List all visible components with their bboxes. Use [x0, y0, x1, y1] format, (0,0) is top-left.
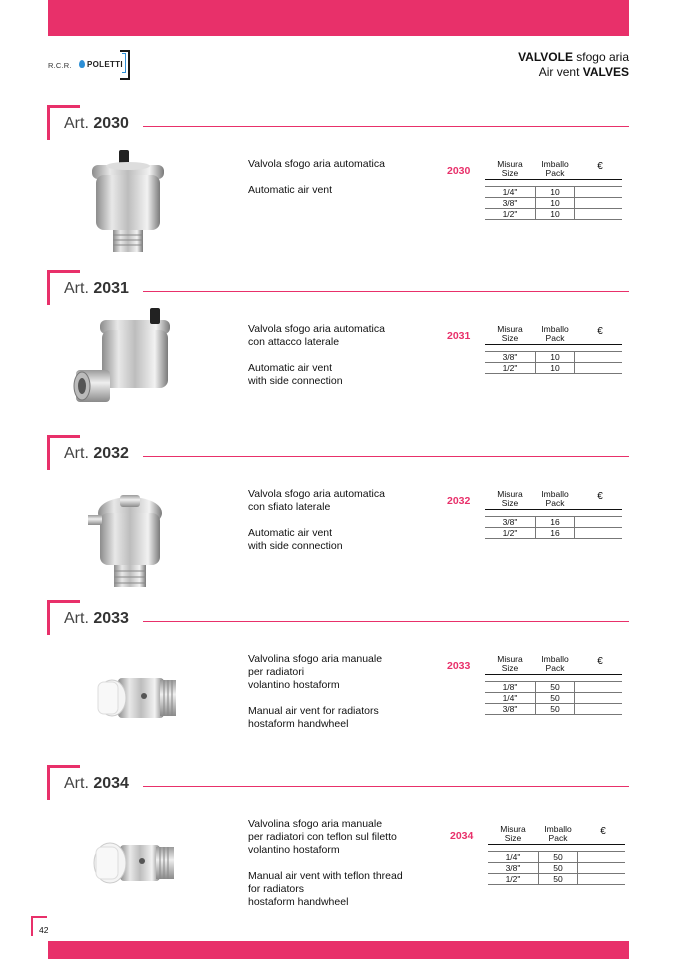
- cell-pack: 16: [535, 528, 575, 538]
- product-section-2031: [0, 270, 678, 430]
- header-size-en: Size: [501, 498, 519, 508]
- desc-it-line: Valvola sfogo aria automatica: [248, 488, 385, 500]
- table-row: [485, 198, 622, 209]
- header-rule: [488, 844, 625, 845]
- header-size-en: Size: [501, 168, 519, 178]
- table-rows: [485, 186, 622, 220]
- header-pack-en: Pack: [545, 333, 565, 343]
- desc-it-line: Valvolina sfogo aria manuale: [248, 818, 383, 830]
- header-size: [488, 825, 538, 843]
- description-english: [248, 527, 448, 553]
- header-size-it: Misura: [497, 489, 523, 499]
- title-rest-en: Air vent: [538, 65, 580, 79]
- article-title: [64, 115, 129, 133]
- cell-size: 3/8": [502, 517, 518, 527]
- section-rule: [143, 621, 629, 622]
- header-pack: [535, 325, 575, 343]
- cell-size: 1/2": [505, 874, 521, 884]
- description-italian: [248, 653, 448, 692]
- water-drop-icon: [79, 60, 85, 68]
- desc-it-line: volantino hostaform: [248, 679, 340, 691]
- header-pack-en: Pack: [545, 168, 565, 178]
- product-section-2032: [0, 435, 678, 595]
- table-code: 2034: [450, 830, 474, 842]
- header-size: [485, 160, 535, 178]
- cell-size: 1/8": [502, 682, 518, 692]
- header-price: €: [597, 161, 603, 172]
- header-price: €: [600, 826, 606, 837]
- description-english: [248, 705, 448, 731]
- header-pack-en: Pack: [548, 833, 568, 843]
- article-number: 2032: [93, 445, 129, 462]
- product-description: [248, 158, 448, 210]
- page-title: [518, 50, 629, 80]
- cell-size: 3/8": [505, 863, 521, 873]
- cell-pack: 10: [535, 209, 575, 219]
- article-label: Art.: [64, 115, 89, 132]
- product-image: [70, 135, 190, 260]
- table-row: [485, 351, 622, 363]
- cell-size: 3/8": [502, 198, 518, 208]
- section-rule: [143, 291, 629, 292]
- brand-name: POLETTI: [87, 60, 123, 69]
- description-italian: [248, 323, 448, 349]
- table-row: [485, 209, 622, 220]
- desc-en-line: hostaform handwheel: [248, 718, 349, 730]
- product-section-2033: [0, 600, 678, 760]
- article-label: Art.: [64, 280, 89, 297]
- desc-en-line: with side connection: [248, 375, 343, 387]
- description-italian: [248, 818, 448, 857]
- header-pack: [538, 825, 578, 843]
- cell-pack: 50: [535, 682, 575, 692]
- cell-pack: 50: [535, 704, 575, 714]
- table-row: [485, 704, 622, 715]
- table-rows: [485, 516, 622, 539]
- article-title: [64, 775, 129, 793]
- header-rule: [485, 179, 622, 180]
- desc-en-line: Automatic air vent: [248, 527, 333, 539]
- table-code: 2032: [447, 495, 471, 507]
- article-label: Art.: [64, 610, 89, 627]
- brand-rcr: R.C.R.: [48, 61, 72, 70]
- product-image: [70, 465, 190, 590]
- description-english: [248, 362, 448, 388]
- cell-pack: 10: [535, 187, 575, 197]
- header-price: €: [597, 326, 603, 337]
- cell-pack: 50: [538, 852, 578, 862]
- header-size-en: Size: [501, 333, 519, 343]
- header-rule: [485, 674, 622, 675]
- header-size-it: Misura: [497, 324, 523, 334]
- header-pack: [535, 160, 575, 178]
- header-size-en: Size: [501, 663, 519, 673]
- header-size: [485, 325, 535, 343]
- table-rows: [488, 851, 625, 885]
- top-accent-bar: [48, 0, 629, 36]
- product-description: [248, 653, 448, 744]
- description-italian: [248, 488, 448, 514]
- cell-size: 3/8": [502, 352, 518, 362]
- header-rule: [485, 509, 622, 510]
- page-number-text: 42: [39, 925, 49, 935]
- desc-it-line: Valvola sfogo aria automatica: [248, 158, 385, 170]
- table-rows: [485, 681, 622, 715]
- header-size: [485, 655, 535, 673]
- cell-pack: 50: [535, 693, 575, 703]
- cell-size: 1/4": [502, 187, 518, 197]
- cell-pack: 50: [538, 863, 578, 873]
- title-bold-it: VALVOLE: [518, 50, 573, 64]
- table-row: [485, 186, 622, 198]
- desc-it-line: per radiatori: [248, 666, 305, 678]
- cell-pack: 10: [535, 352, 575, 362]
- header-size: [485, 490, 535, 508]
- product-image: [70, 630, 190, 755]
- description-italian: [248, 158, 448, 171]
- bottom-accent-bar: [48, 941, 629, 959]
- article-label: Art.: [64, 445, 89, 462]
- table-row: [488, 851, 625, 863]
- desc-en-line: Automatic air vent: [248, 184, 333, 196]
- page-number: [31, 916, 47, 936]
- desc-en-line: Automatic air vent: [248, 362, 333, 374]
- header-pack-en: Pack: [545, 498, 565, 508]
- header-size-it: Misura: [500, 824, 526, 834]
- cell-size: 1/2": [502, 209, 518, 219]
- article-number: 2033: [93, 610, 129, 627]
- article-number: 2031: [93, 280, 129, 297]
- table-row: [488, 863, 625, 874]
- article-title: [64, 280, 129, 298]
- header-pack-en: Pack: [545, 663, 565, 673]
- cell-pack: 50: [538, 874, 578, 884]
- cell-pack: 10: [535, 198, 575, 208]
- table-rows: [485, 351, 622, 374]
- article-title: [64, 610, 129, 628]
- header-rule: [485, 344, 622, 345]
- title-bold-en: VALVES: [582, 65, 629, 79]
- header-price: €: [597, 656, 603, 667]
- header-pack-it: Imballo: [541, 159, 569, 169]
- section-rule: [143, 786, 629, 787]
- article-label: Art.: [64, 775, 89, 792]
- header-size-it: Misura: [497, 159, 523, 169]
- product-description: [248, 323, 448, 401]
- table-code: 2030: [447, 165, 471, 177]
- cell-size: 3/8": [502, 704, 518, 714]
- header-pack: [535, 490, 575, 508]
- title-rest-it: sfogo aria: [576, 50, 629, 64]
- desc-en-line: Manual air vent with teflon thread: [248, 870, 403, 882]
- desc-en-line: with side connection: [248, 540, 343, 552]
- table-code: 2033: [447, 660, 471, 672]
- header-pack-it: Imballo: [541, 654, 569, 664]
- product-description: [248, 488, 448, 566]
- table-code: 2031: [447, 330, 471, 342]
- product-description: [248, 818, 448, 922]
- desc-en-line: Manual air vent for radiators: [248, 705, 379, 717]
- section-rule: [143, 126, 629, 127]
- desc-it-line: con sfiato laterale: [248, 501, 331, 513]
- desc-it-line: Valvolina sfogo aria manuale: [248, 653, 383, 665]
- article-number: 2034: [93, 775, 129, 792]
- table-row: [485, 528, 622, 539]
- product-image: [70, 300, 190, 425]
- product-image: [70, 795, 190, 920]
- product-section-2034: [0, 765, 678, 925]
- cell-size: 1/4": [502, 693, 518, 703]
- desc-it-line: con attacco laterale: [248, 336, 340, 348]
- desc-en-line: hostaform handwheel: [248, 896, 349, 908]
- header-size-en: Size: [504, 833, 522, 843]
- description-english: [248, 184, 448, 197]
- header-size-it: Misura: [497, 654, 523, 664]
- header-pack: [535, 655, 575, 673]
- header-pack-it: Imballo: [541, 489, 569, 499]
- logo-frame-inner: [122, 53, 126, 73]
- article-title: [64, 445, 129, 463]
- header-pack-it: Imballo: [544, 824, 572, 834]
- cell-size: 1/2": [502, 528, 518, 538]
- desc-it-line: Valvola sfogo aria automatica: [248, 323, 385, 335]
- brand-logo: [48, 50, 128, 78]
- header-price: €: [597, 491, 603, 502]
- desc-it-line: volantino hostaform: [248, 844, 340, 856]
- article-number: 2030: [93, 115, 129, 132]
- table-row: [485, 693, 622, 704]
- cell-size: 1/4": [505, 852, 521, 862]
- cell-pack: 16: [535, 517, 575, 527]
- table-row: [485, 363, 622, 374]
- section-rule: [143, 456, 629, 457]
- table-row: [485, 516, 622, 528]
- table-row: [485, 681, 622, 693]
- desc-it-line: per radiatori con teflon sul filetto: [248, 831, 397, 843]
- description-english: [248, 870, 448, 909]
- table-row: [488, 874, 625, 885]
- header-pack-it: Imballo: [541, 324, 569, 334]
- desc-en-line: for radiators: [248, 883, 305, 895]
- cell-pack: 10: [535, 363, 575, 373]
- cell-size: 1/2": [502, 363, 518, 373]
- product-section-2030: [0, 105, 678, 265]
